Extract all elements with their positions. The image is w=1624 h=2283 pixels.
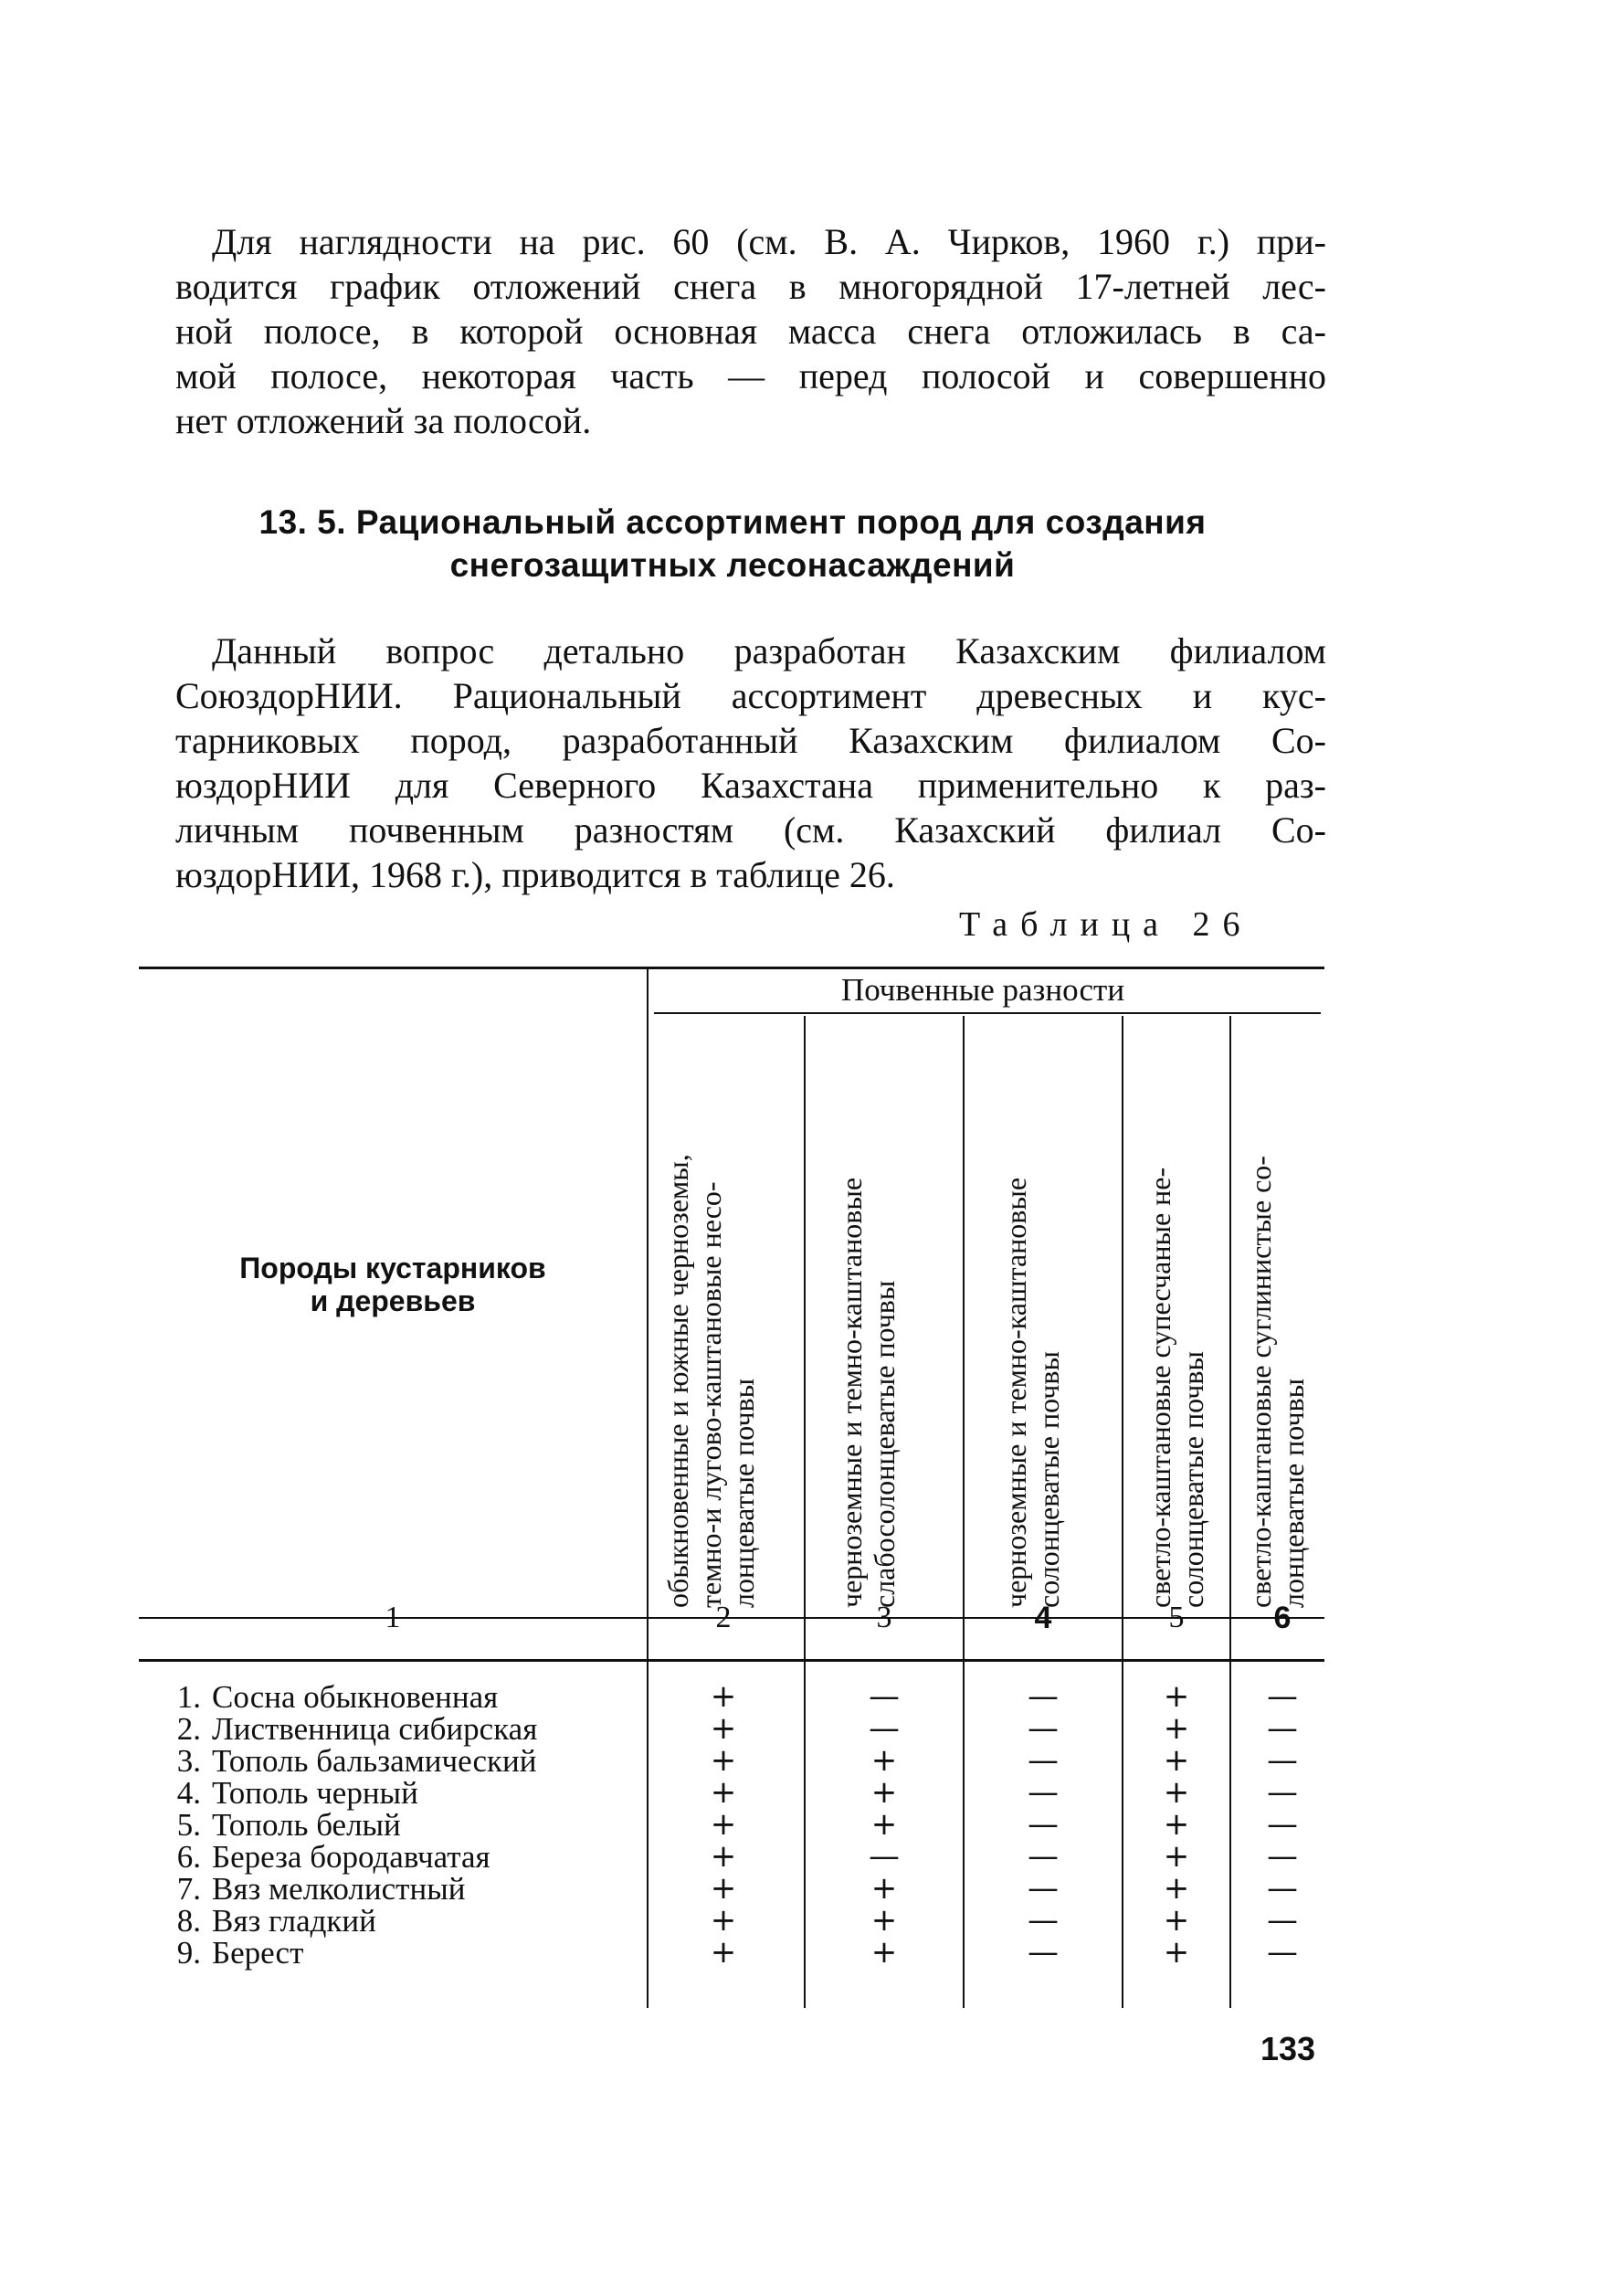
species-header-line: Породы кустарников	[239, 1252, 546, 1284]
table-cell: —	[1267, 1678, 1298, 1715]
table-row	[155, 1809, 537, 1841]
table-cell: +	[870, 1870, 898, 1907]
section-heading	[194, 501, 1271, 587]
text-line: юздорНИИ для Северного Казахстана применительно к раз-	[175, 765, 1326, 806]
table-cell: +	[710, 1902, 737, 1939]
table-cell: +	[1163, 1806, 1190, 1843]
table-cell: —	[1267, 1934, 1298, 1971]
table-row	[155, 1937, 537, 1969]
row-number: 1.	[176, 1679, 201, 1715]
table-cell: +	[870, 1806, 898, 1843]
text-line: нет отложений за полосой.	[175, 400, 592, 441]
table-cell: —	[1267, 1838, 1298, 1875]
table-cell: +	[710, 1710, 737, 1747]
table-cell: —	[869, 1710, 900, 1747]
table-cell: +	[710, 1678, 737, 1715]
column-number: 4	[1034, 1601, 1052, 1635]
text-line: СоюздорНИИ. Рациональный ассортимент древесных и кус-	[175, 675, 1326, 716]
species-name: Сосна обыкновенная	[212, 1679, 499, 1715]
row-number: 8.	[176, 1903, 201, 1939]
table-cell: —	[1028, 1742, 1059, 1779]
species-name: Тополь черный	[212, 1775, 418, 1811]
table-cell: +	[1163, 1678, 1190, 1715]
column-header-line: темно-и лугово-каштановые несо-	[694, 1181, 727, 1608]
table-cell: —	[1028, 1902, 1059, 1939]
text-line: Для наглядности на рис. 60 (см. В. А. Чирков, 1960 г.) при-	[212, 221, 1326, 262]
row-number: 4.	[176, 1775, 201, 1811]
column-header-line: светло-каштановые суглинистые со-	[1244, 1156, 1277, 1608]
table-cell: —	[1267, 1902, 1298, 1939]
species-name: Вяз мелколистный	[212, 1871, 466, 1907]
table-cell: +	[1163, 1902, 1190, 1939]
text-line: личным почвенным разностям (см. Казахский филиал Со-	[175, 809, 1326, 851]
table-cell: —	[1028, 1838, 1059, 1875]
section-heading-line: снегозащитных лесонасаждений	[449, 546, 1016, 584]
text-line: тарниковых пород, разработанный Казахским филиалом Со-	[175, 720, 1326, 761]
column-header-line: солонцеватые почвы	[1032, 1351, 1065, 1608]
table-cell: +	[710, 1742, 737, 1779]
text-line: ной полосе, в которой основная масса снега отложилась в са-	[175, 311, 1326, 352]
row-number: 9.	[176, 1935, 201, 1971]
table-cell: +	[870, 1742, 898, 1779]
paragraph-body	[175, 629, 1326, 897]
values-column-4	[1016, 1678, 1070, 1971]
species-name: Береза бородавчатая	[212, 1839, 490, 1875]
species-name: Лиственница сибирская	[212, 1711, 538, 1747]
column-divider	[647, 968, 649, 2008]
column-header-line: черноземные и темно-каштановые	[999, 1177, 1032, 1608]
table-cell: +	[710, 1838, 737, 1875]
table-row	[155, 1777, 537, 1809]
row-number: 6.	[176, 1839, 201, 1875]
table-cell: —	[869, 1838, 900, 1875]
column-number: 2	[715, 1601, 732, 1634]
table-cell: +	[710, 1806, 737, 1843]
table-cell: —	[1267, 1742, 1298, 1779]
table-top-rule	[139, 967, 1324, 969]
table-cell: +	[710, 1934, 737, 1971]
values-column-2	[696, 1678, 751, 1971]
species-header	[183, 1252, 603, 1317]
table-cell: +	[710, 1774, 737, 1811]
table-cell: +	[1163, 1774, 1190, 1811]
table-cell: +	[870, 1902, 898, 1939]
table-cell: —	[1028, 1870, 1059, 1907]
column-number: 5	[1168, 1601, 1185, 1634]
column-number: 1	[385, 1601, 401, 1634]
column-header-line: лонцеватые почвы	[727, 1378, 760, 1608]
table-cell: —	[1028, 1678, 1059, 1715]
table-row	[155, 1745, 537, 1777]
table-caption: Таблица 26	[959, 905, 1253, 944]
text-line: Данный вопрос детально разработан Казахским филиалом	[212, 630, 1326, 671]
table-row	[155, 1873, 537, 1905]
column-divider	[963, 1016, 965, 2008]
table-cell: —	[869, 1678, 900, 1715]
table-row	[155, 1841, 537, 1873]
column-header-5	[1144, 1016, 1209, 1608]
column-divider	[1122, 1016, 1123, 2008]
numbers-bottom-rule	[139, 1659, 1324, 1662]
table-cell: +	[870, 1934, 898, 1971]
table-cell: —	[1267, 1806, 1298, 1843]
table-cell: +	[710, 1870, 737, 1907]
species-list	[155, 1681, 537, 1969]
section-heading-line: 13. 5. Рациональный ассортимент пород для создания	[258, 503, 1207, 541]
column-divider	[1229, 1016, 1231, 2008]
table-row	[155, 1681, 537, 1713]
values-column-5	[1149, 1678, 1204, 1971]
species-name: Берест	[212, 1935, 304, 1971]
column-header-line: лонцеватые почвы	[1277, 1378, 1310, 1608]
values-column-6	[1255, 1678, 1310, 1971]
table-cell: —	[1028, 1934, 1059, 1971]
table-cell: +	[870, 1774, 898, 1811]
table-cell: +	[1163, 1710, 1190, 1747]
column-header-2	[661, 1016, 760, 1608]
page-number: 133	[1260, 2030, 1316, 2067]
table-row	[155, 1713, 537, 1745]
column-header-3	[835, 1016, 901, 1608]
row-number: 3.	[176, 1743, 201, 1779]
table-cell: +	[1163, 1934, 1190, 1971]
column-header-line: солонцеватые почвы	[1176, 1351, 1209, 1608]
table-cell: —	[1028, 1806, 1059, 1843]
table-cell: —	[1267, 1774, 1298, 1811]
table-cell: —	[1267, 1710, 1298, 1747]
species-name: Вяз гладкий	[212, 1903, 376, 1939]
table-cell: —	[1028, 1774, 1059, 1811]
species-header-line: и деревьев	[310, 1284, 476, 1317]
table-row	[155, 1905, 537, 1937]
table-cell: —	[1267, 1870, 1298, 1907]
table-cell: +	[1163, 1870, 1190, 1907]
column-divider	[804, 1016, 806, 2008]
table-cell: +	[1163, 1838, 1190, 1875]
group-header: Почвенные разности	[840, 972, 1125, 1008]
text-line: водится график отложений снега в многорядной 17-летней лес-	[175, 266, 1326, 307]
text-line: юздорНИИ, 1968 г.), приводится в таблице 26.	[175, 854, 895, 895]
column-header-line: обыкновенные и южные черноземы,	[661, 1154, 694, 1608]
row-number: 2.	[176, 1711, 201, 1747]
column-header-line: слабосолонцеватые почвы	[868, 1280, 901, 1608]
group-header-rule	[654, 1012, 1321, 1014]
column-header-6	[1244, 1016, 1310, 1608]
column-number: 6	[1273, 1601, 1292, 1635]
table-cell: +	[1163, 1742, 1190, 1779]
column-number: 3	[876, 1601, 892, 1634]
species-name: Тополь белый	[212, 1807, 401, 1843]
row-number: 7.	[176, 1871, 201, 1907]
row-number: 5.	[176, 1807, 201, 1843]
table-cell: —	[1028, 1710, 1059, 1747]
column-header-line: черноземные и темно-каштановые	[835, 1177, 868, 1608]
column-header-4	[999, 1016, 1065, 1608]
text-line: мой полосе, некоторая часть — перед полосой и совершенно	[175, 355, 1326, 396]
column-header-line: светло-каштановые супесчаные не-	[1144, 1167, 1176, 1608]
values-column-3	[857, 1678, 912, 1971]
paragraph-intro	[175, 219, 1326, 443]
species-name: Тополь бальзамический	[212, 1743, 537, 1779]
